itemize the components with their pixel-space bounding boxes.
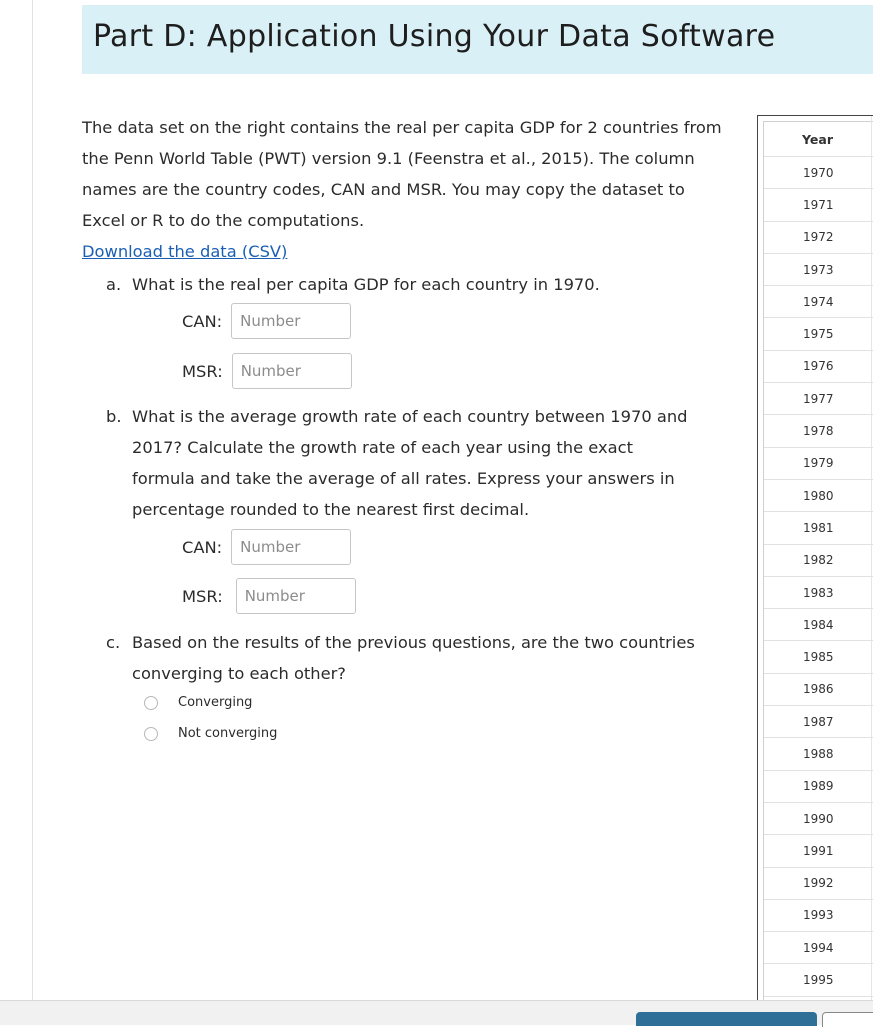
question-c	[106, 627, 726, 689]
table-row	[764, 576, 873, 608]
year-cell: 1986	[764, 673, 873, 705]
year-cell: 1984	[764, 609, 873, 641]
table-row	[764, 253, 873, 285]
question-c-text: Based on the results of the previous questions, are the two countries converging to each other?	[132, 633, 695, 683]
year-cell: 1971	[764, 189, 873, 221]
year-cell: 1982	[764, 544, 873, 576]
table-row	[764, 770, 873, 802]
year-cell: 1988	[764, 738, 873, 770]
table-row	[764, 932, 873, 964]
converging-label: Converging	[178, 695, 253, 710]
table-row	[764, 673, 873, 705]
question-b	[106, 401, 726, 525]
download-data-link[interactable]: Download the data (CSV)	[82, 242, 288, 261]
not-converging-radio[interactable]	[144, 727, 158, 741]
year-cell: 1974	[764, 286, 873, 318]
intro-paragraph	[82, 112, 732, 267]
secondary-action-button[interactable]	[822, 1012, 873, 1027]
table-row	[764, 867, 873, 899]
not-converging-label: Not converging	[178, 726, 278, 741]
year-cell: 1989	[764, 770, 873, 802]
table-row	[764, 447, 873, 479]
section-header	[82, 5, 873, 74]
question-a-msr-input[interactable]	[232, 353, 352, 389]
year-column-header: Year	[764, 122, 873, 157]
year-cell: 1985	[764, 641, 873, 673]
table-row	[764, 512, 873, 544]
year-cell: 1987	[764, 706, 873, 738]
question-b-can-row	[182, 529, 351, 565]
table-row	[764, 189, 873, 221]
table-row	[764, 802, 873, 834]
year-cell: 1995	[764, 964, 873, 996]
page-left-rule	[32, 0, 33, 1000]
year-cell: 1975	[764, 318, 873, 350]
year-cell: 1981	[764, 512, 873, 544]
table-row	[764, 964, 873, 996]
table-row	[764, 415, 873, 447]
table-header-row	[764, 122, 873, 157]
question-b-label: b.	[106, 407, 122, 426]
question-a-can-input[interactable]	[231, 303, 351, 339]
table-row	[764, 899, 873, 931]
question-a-can-row	[182, 303, 351, 339]
question-b-can-label: CAN:	[182, 537, 223, 557]
question-a-msr-row	[182, 353, 352, 389]
intro-text: The data set on the right contains the real per capita GDP for 2 countries from the Penn World Table (PWT) version 9.1 (Feenstra et al., 2015). The column names are the country codes, CAN and MSR. You may copy the dataset to Excel or R to do the computations.	[82, 118, 722, 230]
year-cell: 1991	[764, 835, 873, 867]
year-cell: 1973	[764, 253, 873, 285]
year-cell: 1979	[764, 447, 873, 479]
converging-radio[interactable]	[144, 696, 158, 710]
question-a-msr-label: MSR:	[182, 361, 223, 381]
year-cell: 1990	[764, 802, 873, 834]
question-b-msr-input[interactable]	[236, 578, 356, 614]
table-row	[764, 286, 873, 318]
table-row	[764, 706, 873, 738]
table-row	[764, 835, 873, 867]
option-converging[interactable]	[144, 695, 252, 710]
year-cell: 1993	[764, 899, 873, 931]
year-cell: 1970	[764, 157, 873, 189]
page-title: Part D: Application Using Your Data Software	[93, 19, 776, 54]
question-a-label: a.	[106, 275, 122, 294]
option-not-converging[interactable]	[144, 726, 277, 741]
question-b-msr-row	[182, 578, 356, 614]
year-cell: 1972	[764, 221, 873, 253]
question-b-can-input[interactable]	[231, 529, 351, 565]
question-c-label: c.	[106, 633, 121, 652]
table-row	[764, 609, 873, 641]
table-row	[764, 157, 873, 189]
question-b-msr-label: MSR:	[182, 586, 223, 606]
table-row	[764, 738, 873, 770]
year-cell: 1994	[764, 932, 873, 964]
table-row	[764, 479, 873, 511]
year-cell: 1980	[764, 479, 873, 511]
table-row	[764, 221, 873, 253]
question-a	[106, 269, 726, 300]
table-row	[764, 350, 873, 382]
table-row	[764, 318, 873, 350]
data-table	[764, 122, 873, 997]
data-table-panel[interactable]	[757, 115, 873, 1001]
year-cell: 1992	[764, 867, 873, 899]
year-cell: 1983	[764, 576, 873, 608]
year-cell: 1977	[764, 383, 873, 415]
table-row	[764, 544, 873, 576]
question-a-text: What is the real per capita GDP for each country in 1970.	[132, 275, 600, 294]
table-row	[764, 641, 873, 673]
year-cell: 1978	[764, 415, 873, 447]
question-a-can-label: CAN:	[182, 311, 223, 331]
year-cell: 1976	[764, 350, 873, 382]
table-row	[764, 383, 873, 415]
question-b-text: What is the average growth rate of each country between 1970 and 2017? Calculate the growth rate of each year using the exact formula and take the average of all rates. Express your answers in percentage rounded to the nearest first decimal.	[132, 407, 688, 519]
